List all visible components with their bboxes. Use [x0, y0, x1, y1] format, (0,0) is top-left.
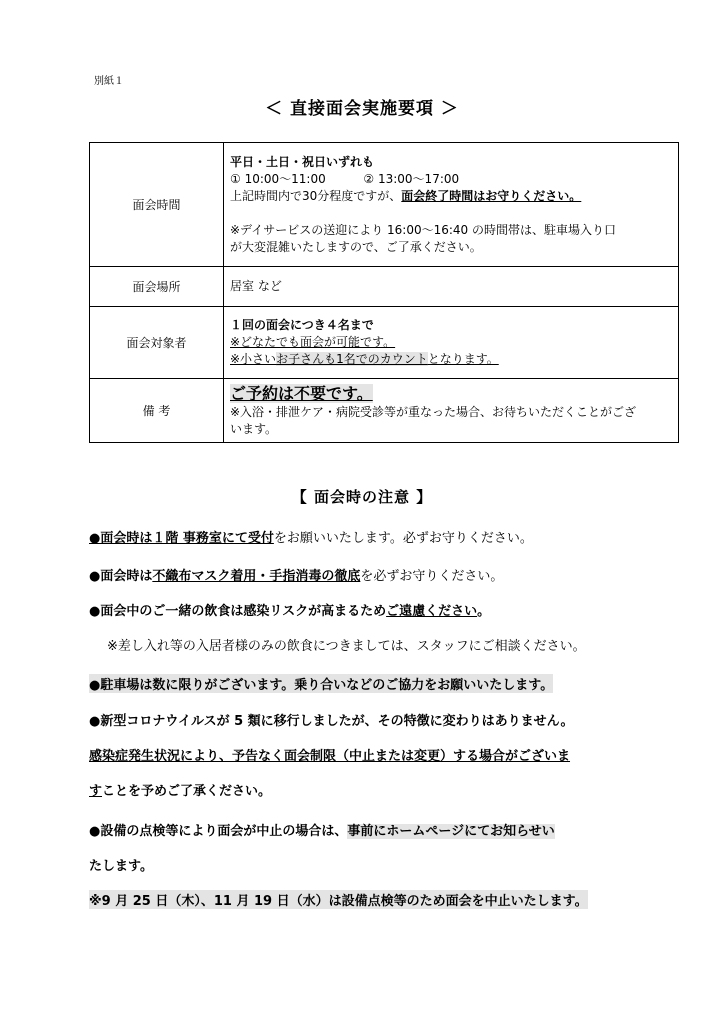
note-mask-text: を必ずお守りください。 [360, 569, 504, 584]
note-eating-end: 。 [477, 604, 491, 619]
note-gifts: ※差し入れ等の入居者様のみの飲食につきましては、スタッフにご相談ください。 [107, 639, 586, 654]
time-line3 [230, 188, 672, 205]
notes-title: 【 面会時の注意 】 [291, 488, 433, 506]
time-line3-emphasis: 面会終了時間はお守りください。 [401, 188, 582, 203]
page-title: ＜ 直接面会実施要項 ＞ [265, 99, 459, 119]
table-row-remarks [90, 379, 679, 443]
time-line1: 平日・土日・祝日いずれも [230, 154, 375, 169]
persons-line3-a: ※小さい [230, 352, 277, 366]
note-closure-dates: ※9 月 25 日（木）、11 月 19 日（水）は設備点検等のため面会を中止いたします。 [89, 890, 588, 909]
note-parking: ●駐車場は数に限りがございます。乗り合いなどのご協力をお願いいたします。 [89, 674, 553, 693]
note-inspection-emphasis: 事前にホームページにてお知らせい [347, 824, 555, 839]
note-restriction: 感染症発生状況により、予告なく面会制限（中止または変更）する場合がございま [89, 749, 571, 764]
time-slots [230, 171, 672, 188]
note-eating-emphasis: ご遠慮ください [386, 604, 478, 619]
time-line3-text: 上記時間内で30分程度ですが、 [230, 188, 402, 203]
note-mask-lead: ●面会時は [89, 569, 153, 584]
time-slot1: ① 10:00～11:00 [230, 171, 326, 186]
place-label: 面会場所 [90, 267, 224, 307]
note-inspection-lead: ●設備の点検等により面会が中止の場合は、 [89, 824, 348, 839]
persons-line3 [230, 351, 672, 368]
persons-line2: ※どなたでも面会が可能です。 [230, 335, 396, 349]
persons-label: 面会対象者 [90, 307, 224, 379]
place-value: 居室 など [224, 267, 679, 307]
persons-content [224, 307, 679, 379]
note-covid: ●新型コロナウイルスが 5 類に移行しましたが、その特徴に変わりはありません。 [89, 714, 574, 729]
persons-line1: １回の面会につき４名まで [230, 318, 374, 332]
note-restriction-cont-a: す [89, 784, 103, 799]
visit-info-table [89, 142, 679, 443]
note-reception-text: をお願いいたします。必ずお守りください。 [273, 531, 533, 546]
table-row-place [90, 267, 679, 307]
time-label: 面会時間 [90, 143, 224, 267]
time-note2: が大変混雑いたしますので、ご了承ください。 [230, 239, 482, 254]
note-restriction-cont-b: ことを予めご了承ください。 [102, 784, 272, 799]
note-reception [89, 527, 533, 546]
time-slot2: ② 13:00～17:00 [363, 171, 460, 186]
note-eating-lead: ●面会中のご一緒の飲食は感染リスクが高まるため [89, 604, 387, 619]
time-content [224, 143, 679, 267]
note-eating [89, 600, 490, 619]
note-mask-emphasis: 不織布マスク着用・手指消毒の徹底 [152, 569, 361, 584]
note-inspection [89, 820, 555, 839]
remarks-emphasis: ご予約は不要です。 [230, 383, 373, 403]
attachment-label: 別紙１ [94, 76, 124, 87]
note-mask [89, 565, 503, 584]
table-row-persons [90, 307, 679, 379]
table-row-time [90, 143, 679, 267]
time-note1: ※デイサービスの送迎により 16:00～16:40 の時間帯は、駐車場入り口 [230, 222, 617, 237]
persons-line3-c: となります。 [427, 352, 499, 366]
note-reception-emphasis: ●面会時は１階 事務室にて受付 [89, 531, 274, 546]
note-inspection-cont: たします。 [89, 859, 153, 874]
remarks-content [224, 379, 679, 443]
remarks-label: 備 考 [90, 379, 224, 443]
persons-line3-b: お子さんも1名でのカウント [276, 352, 428, 366]
note-restriction-cont [89, 780, 271, 799]
remarks-line2: います。 [230, 421, 278, 436]
remarks-line1: ※入浴・排泄ケア・病院受診等が重なった場合、お待ちいただくことがござ [230, 404, 637, 419]
